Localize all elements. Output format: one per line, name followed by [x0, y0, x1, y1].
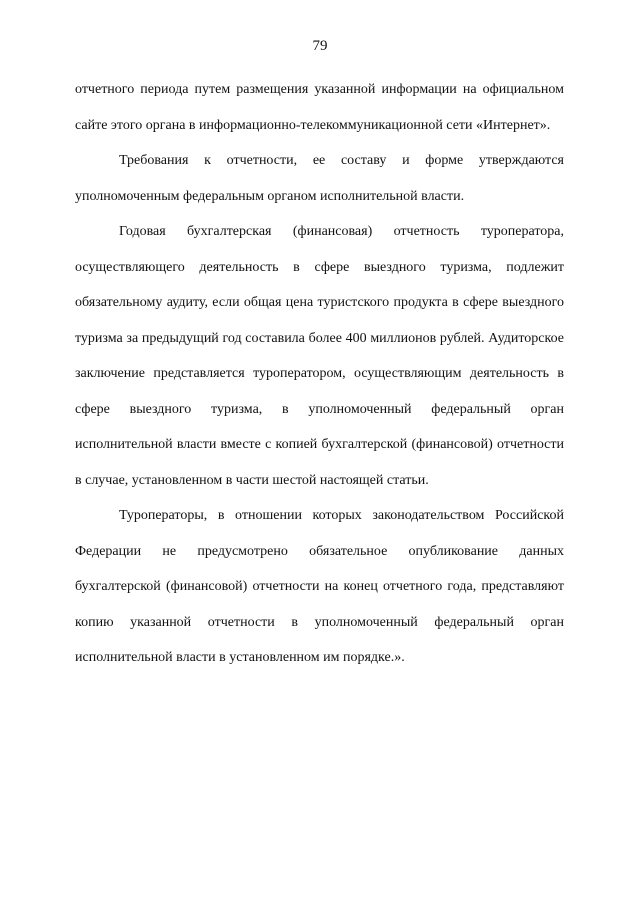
- paragraph-4: Туроператоры, в отношении которых законодательством Российской Федерации не предусмотрено обязательное опубликование данных бухгалтерской (финансовой) отчетности на конец отчетного года, представляют копию указанной отчетности в уполномоченный федеральный орган исполнительной власти в установленном им порядке.».: [75, 508, 564, 665]
- page-number: 79: [312, 38, 328, 54]
- document-body: [75, 72, 564, 676]
- paragraph-1: отчетного периода путем размещения указанной информации на официальном сайте этого органа в информационно-телекоммуникационной сети «Интернет».: [75, 82, 564, 133]
- paragraph-2: Требования к отчетности, ее составу и форме утверждаются уполномоченным федеральным органом исполнительной власти.: [75, 153, 564, 204]
- paragraph-3: Годовая бухгалтерская (финансовая) отчетность туроператора, осуществляющего деятельность в сфере выездного туризма, подлежит обязательному аудиту, если общая цена туристского продукта в сфере выездного туризма за предыдущий год составила более 400 миллионов рублей. Аудиторское заключение представляется туроператором, осуществляющим деятельность в сфере выездного туризма, в уполномоченный федеральный орган исполнительной власти вместе с копией бухгалтерской (финансовой) отчетности в случае, установленном в части шестой настоящей статьи.: [75, 224, 564, 488]
